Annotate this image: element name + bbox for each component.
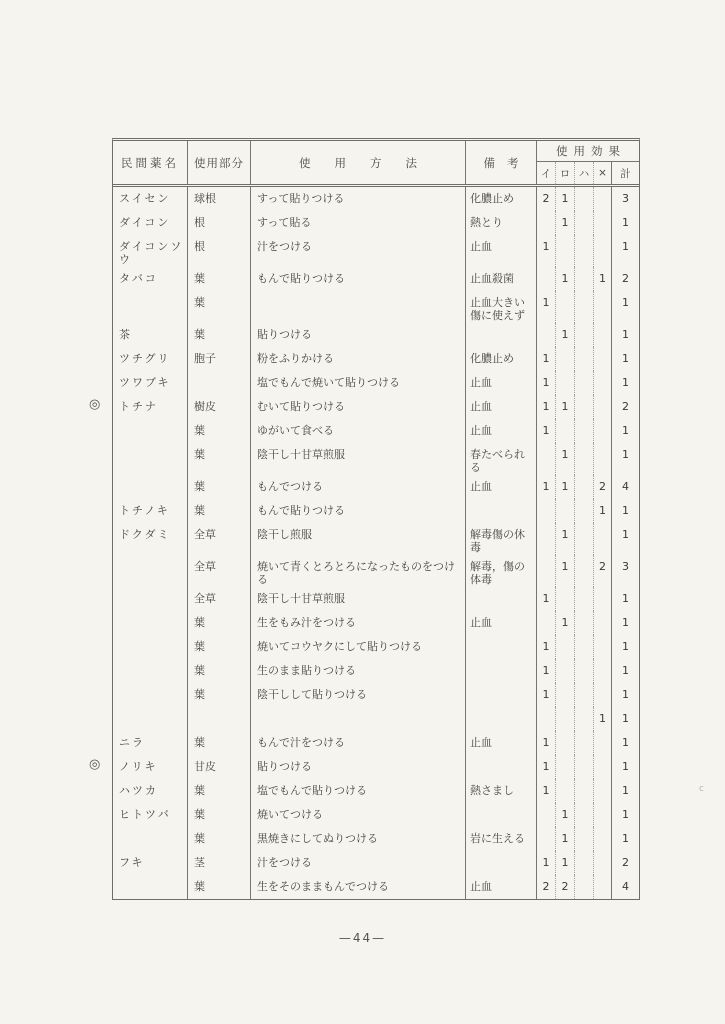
cell-effect-イ: 1 (537, 683, 556, 707)
cell-remark: 止血 (466, 419, 537, 443)
scan-artifact: c (699, 784, 704, 794)
cell-name (113, 611, 188, 635)
cell-effect-イ: 1 (537, 635, 556, 659)
cell-remark (466, 803, 537, 827)
cell-name: ツチグリ (113, 347, 188, 371)
cell-remark (466, 755, 537, 779)
cell-name: ノリキ ◎ (113, 755, 188, 779)
cell-effect-× (594, 611, 612, 635)
cell-effect-イ: 1 (537, 659, 556, 683)
cell-effect-× (594, 659, 612, 683)
cell-part: 甘皮 (188, 755, 251, 779)
cell-effect-ロ: 1 (556, 475, 575, 499)
cell-remark: 止血 (466, 475, 537, 499)
cell-effect-× (594, 731, 612, 755)
cell-effect-× (594, 443, 612, 475)
cell-effect-計: 1 (622, 640, 629, 653)
table-row (113, 587, 639, 611)
cell-effect-計: 1 (622, 328, 629, 341)
cell-name (113, 683, 188, 707)
cell-method: 焼いて青くとろとろになったものをつける (251, 555, 466, 587)
cell-remark: 春たべられる (466, 443, 537, 475)
cell-effect-イ: 1 (537, 235, 556, 267)
table-row (113, 683, 639, 707)
cell-remark (466, 683, 537, 707)
cell-method: 粉をふりかける (251, 347, 466, 371)
cell-effect-×: 1 (594, 707, 612, 731)
cell-effect-ロ (556, 347, 575, 371)
cell-effect-イ: 1 (537, 475, 556, 499)
cell-remark (466, 707, 537, 731)
header-effect-ha: ハ (575, 162, 594, 184)
table-row (113, 235, 639, 267)
cell-remark (466, 587, 537, 611)
cell-effect-イ: 1 (537, 587, 556, 611)
cell-effect-計: 1 (622, 424, 629, 437)
cell-part: 根 (188, 235, 251, 267)
cell-part: 根 (188, 211, 251, 235)
cell-effect-ロ: 1 (556, 827, 575, 851)
cell-method: 黒焼きにしてぬりつける (251, 827, 466, 851)
cell-remark (466, 851, 537, 875)
cell-effect-計: 1 (622, 832, 629, 845)
cell-effect-ハ (575, 475, 594, 499)
cell-name (113, 707, 188, 731)
cell-name: フキ (113, 851, 188, 875)
table-row (113, 211, 639, 235)
cell-effect-ロ (556, 707, 575, 731)
cell-effect-ロ (556, 371, 575, 395)
cell-effect-ハ (575, 779, 594, 803)
cell-method: むいて貼りつける (251, 395, 466, 419)
cell-part: 葉 (188, 323, 251, 347)
cell-effect-ハ (575, 611, 594, 635)
cell-effect-ハ (575, 443, 594, 475)
cell-effect-イ (537, 803, 556, 827)
cell-effect-ロ (556, 291, 575, 323)
cell-effect-× (594, 755, 612, 779)
cell-effect-計: 2 (622, 400, 629, 413)
cell-name: スイセン (113, 187, 188, 211)
table-row (89, 755, 639, 779)
cell-method: 貼りつける (251, 755, 466, 779)
cell-effect-イ: 1 (537, 371, 556, 395)
cell-effect-× (594, 323, 612, 347)
cell-remark (466, 323, 537, 347)
cell-part: 葉 (188, 635, 251, 659)
cell-method: 汁をつける (251, 851, 466, 875)
cell-method: 生をもみ汁をつける (251, 611, 466, 635)
cell-effect-× (594, 683, 612, 707)
cell-effect-× (594, 803, 612, 827)
cell-name (113, 475, 188, 499)
cell-effect-ロ (556, 499, 575, 523)
cell-effect-× (594, 235, 612, 267)
cell-effect-ハ (575, 683, 594, 707)
cell-effect-ハ (575, 523, 594, 555)
cell-part: 全草 (188, 587, 251, 611)
cell-effect-イ: 1 (537, 851, 556, 875)
cell-effect-計: 1 (622, 664, 629, 677)
header-remark: 備考 (466, 141, 537, 184)
cell-effect-ロ: 1 (556, 523, 575, 555)
cell-effect-ロ: 1 (556, 211, 575, 235)
cell-effect-ロ: 1 (556, 267, 575, 291)
cell-part: 葉 (188, 419, 251, 443)
cell-effect-ロ (556, 659, 575, 683)
cell-part: 胞子 (188, 347, 251, 371)
cell-effect-イ: 1 (537, 731, 556, 755)
cell-effect-× (594, 291, 612, 323)
cell-part: 葉 (188, 683, 251, 707)
cell-remark: 止血 (466, 731, 537, 755)
cell-effect-計: 1 (622, 688, 629, 701)
cell-method: 陰干しして貼りつける (251, 683, 466, 707)
cell-effect-計: 4 (622, 880, 629, 893)
cell-effect-ロ: 1 (556, 443, 575, 475)
cell-method: 焼いてつける (251, 803, 466, 827)
cell-effect-ロ: 1 (556, 611, 575, 635)
cell-effect-イ: 2 (537, 875, 556, 899)
table-row (113, 659, 639, 683)
cell-effect-ロ (556, 235, 575, 267)
cell-remark: 止血 (466, 875, 537, 899)
cell-remark: 熱とり (466, 211, 537, 235)
cell-effect-ロ (556, 635, 575, 659)
cell-method: すって貼る (251, 211, 466, 235)
cell-effect-ハ (575, 827, 594, 851)
table-row (113, 851, 639, 875)
cell-effect-イ: 1 (537, 291, 556, 323)
folk-medicine-table (89, 138, 640, 900)
cell-remark: 止血 (466, 611, 537, 635)
cell-effect-計: 1 (622, 376, 629, 389)
cell-name: ダイコンソウ (113, 235, 188, 267)
cell-method: 汁をつける (251, 235, 466, 267)
table-row (113, 187, 639, 211)
cell-part: 葉 (188, 875, 251, 899)
cell-effect-ハ (575, 635, 594, 659)
cell-name (113, 659, 188, 683)
cell-effect-イ: 1 (537, 419, 556, 443)
cell-effect-計: 2 (622, 856, 629, 869)
header-effect-group (537, 141, 639, 184)
cell-effect-計: 4 (622, 480, 629, 493)
cell-part (188, 707, 251, 731)
cell-effect-ロ (556, 587, 575, 611)
cell-method: もんで汁をつける (251, 731, 466, 755)
cell-effect-× (594, 851, 612, 875)
cell-method: 塩でもんで焼いて貼りつける (251, 371, 466, 395)
cell-effect-計: 1 (622, 448, 629, 461)
cell-effect-計: 1 (622, 736, 629, 749)
cell-method: 生のまま貼りつける (251, 659, 466, 683)
table-row (113, 731, 639, 755)
header-effect-total: 計 (620, 167, 631, 180)
cell-effect-ハ (575, 707, 594, 731)
table-row (113, 419, 639, 443)
cell-effect-×: 2 (594, 475, 612, 499)
cell-effect-計: 1 (622, 352, 629, 365)
cell-effect-×: 2 (594, 555, 612, 587)
cell-effect-イ (537, 211, 556, 235)
cell-effect-ロ: 1 (556, 803, 575, 827)
header-part: 使用部分 (188, 141, 251, 184)
cell-name: トチナ ◎ (113, 395, 188, 419)
cell-method: 生をそのままもんでつける (251, 875, 466, 899)
cell-part: 葉 (188, 291, 251, 323)
cell-method: もんで貼りつける (251, 267, 466, 291)
cell-effect-イ: 1 (537, 347, 556, 371)
cell-name (113, 291, 188, 323)
cell-effect-ハ (575, 419, 594, 443)
cell-name (113, 827, 188, 851)
table-row (113, 523, 639, 555)
cell-effect-イ (537, 523, 556, 555)
cell-effect-ハ (575, 323, 594, 347)
cell-name (113, 443, 188, 475)
header-effect-ro: ロ (556, 162, 575, 184)
cell-effect-ハ (575, 755, 594, 779)
cell-effect-ハ (575, 371, 594, 395)
cell-name (113, 555, 188, 587)
cell-effect-× (594, 523, 612, 555)
cell-part: 葉 (188, 731, 251, 755)
cell-method: ゆがいて食べる (251, 419, 466, 443)
cell-method: すって貼りつける (251, 187, 466, 211)
cell-effect-ロ: 1 (556, 851, 575, 875)
cell-method: 陰干し煎服 (251, 523, 466, 555)
cell-effect-ハ (575, 499, 594, 523)
cell-effect-ロ (556, 419, 575, 443)
cell-effect-× (594, 419, 612, 443)
table-row (113, 707, 639, 731)
cell-effect-ハ (575, 267, 594, 291)
cell-remark: 化膿止め (466, 187, 537, 211)
cell-effect-ハ (575, 211, 594, 235)
cell-effect-ロ (556, 731, 575, 755)
cell-effect-計: 1 (622, 296, 629, 309)
header-method: 使用方法 (251, 141, 466, 184)
cell-effect-計: 3 (622, 560, 629, 573)
cell-name (113, 635, 188, 659)
cell-effect-イ (537, 499, 556, 523)
cell-effect-イ (537, 555, 556, 587)
cell-effect-ハ (575, 187, 594, 211)
cell-effect-計: 1 (622, 784, 629, 797)
cell-part: 葉 (188, 659, 251, 683)
cell-part: 葉 (188, 475, 251, 499)
cell-remark (466, 635, 537, 659)
table-row (113, 635, 639, 659)
cell-method: 陰干し十甘草煎服 (251, 587, 466, 611)
cell-part: 樹皮 (188, 395, 251, 419)
cell-effect-計: 2 (622, 272, 629, 285)
cell-effect-ロ (556, 683, 575, 707)
cell-remark: 岩に生える (466, 827, 537, 851)
cell-effect-×: 1 (594, 499, 612, 523)
cell-name (113, 587, 188, 611)
cell-effect-計: 1 (622, 216, 629, 229)
table-row (113, 875, 639, 899)
cell-name: 茶 (113, 323, 188, 347)
table-row (113, 323, 639, 347)
cell-effect-ハ (575, 291, 594, 323)
cell-part: 葉 (188, 779, 251, 803)
cell-name: ヒトツバ (113, 803, 188, 827)
cell-method: もんで貼りつける (251, 499, 466, 523)
header-effect-x: × (594, 162, 612, 184)
cell-effect-ハ (575, 803, 594, 827)
cell-remark: 止血殺菌 (466, 267, 537, 291)
cell-effect-ロ: 1 (556, 187, 575, 211)
header-effect-i: イ (537, 162, 556, 184)
cell-effect-計: 1 (622, 504, 629, 517)
cell-part: 葉 (188, 803, 251, 827)
cell-effect-ハ (575, 851, 594, 875)
cell-effect-計: 1 (622, 712, 629, 725)
header-name: 民間薬名 (113, 141, 188, 184)
cell-effect-計: 1 (622, 616, 629, 629)
cell-effect-ハ (575, 235, 594, 267)
cell-effect-ハ (575, 347, 594, 371)
cell-effect-× (594, 635, 612, 659)
table-row (113, 555, 639, 587)
table-row (113, 611, 639, 635)
cell-effect-× (594, 187, 612, 211)
cell-method: 焼いてコウヤクにして貼りつける (251, 635, 466, 659)
table-row (113, 475, 639, 499)
table-row (113, 371, 639, 395)
cell-remark: 解毒，傷の体毒 (466, 555, 537, 587)
cell-part: 葉 (188, 267, 251, 291)
cell-remark: 化膿止め (466, 347, 537, 371)
double-circle-mark: ◎ (89, 397, 101, 412)
cell-effect-ハ (575, 555, 594, 587)
cell-part: 茎 (188, 851, 251, 875)
cell-name (113, 875, 188, 899)
cell-part: 葉 (188, 443, 251, 475)
cell-effect-ハ (575, 875, 594, 899)
cell-effect-× (594, 395, 612, 419)
cell-remark: 解毒傷の休毒 (466, 523, 537, 555)
cell-effect-イ (537, 707, 556, 731)
cell-effect-× (594, 779, 612, 803)
cell-effect-イ (537, 827, 556, 851)
cell-effect-× (594, 211, 612, 235)
table-row (113, 267, 639, 291)
table-body (89, 187, 639, 899)
cell-remark: 熱さまし (466, 779, 537, 803)
cell-name: ツワブキ (113, 371, 188, 395)
cell-method (251, 707, 466, 731)
cell-effect-ハ (575, 659, 594, 683)
cell-part: 葉 (188, 611, 251, 635)
cell-remark: 止血 (466, 395, 537, 419)
header-effect-subcolumns (537, 162, 639, 184)
cell-name: タバコ (113, 267, 188, 291)
table-row (113, 291, 639, 323)
cell-effect-ハ (575, 587, 594, 611)
cell-effect-× (594, 587, 612, 611)
cell-effect-ロ: 1 (556, 395, 575, 419)
cell-effect-イ: 1 (537, 395, 556, 419)
cell-effect-ロ: 2 (556, 875, 575, 899)
cell-effect-イ (537, 611, 556, 635)
cell-name: ダイコン (113, 211, 188, 235)
cell-name: ドクダミ (113, 523, 188, 555)
cell-effect-イ: 1 (537, 755, 556, 779)
cell-part: 全草 (188, 523, 251, 555)
cell-method: もんでつける (251, 475, 466, 499)
cell-effect-イ (537, 443, 556, 475)
cell-effect-× (594, 347, 612, 371)
cell-method: 塩でもんで貼りつける (251, 779, 466, 803)
cell-effect-× (594, 875, 612, 899)
cell-effect-ロ (556, 779, 575, 803)
cell-name (113, 419, 188, 443)
cell-part: 葉 (188, 827, 251, 851)
header-effect-title: 使用効果 (537, 141, 639, 162)
cell-effect-ロ (556, 755, 575, 779)
cell-part: 全草 (188, 555, 251, 587)
cell-effect-計: 1 (622, 240, 629, 253)
cell-name: ハツカ (113, 779, 188, 803)
cell-effect-計: 1 (622, 808, 629, 821)
cell-method: 貼りつける (251, 323, 466, 347)
cell-remark (466, 659, 537, 683)
cell-remark (466, 499, 537, 523)
cell-effect-イ (537, 323, 556, 347)
table-row (113, 827, 639, 851)
cell-effect-ロ: 1 (556, 555, 575, 587)
cell-part (188, 371, 251, 395)
cell-effect-計: 3 (622, 192, 629, 205)
cell-effect-計: 1 (622, 528, 629, 541)
table-row (89, 395, 639, 419)
cell-method (251, 291, 466, 323)
table-row (113, 347, 639, 371)
table-row (113, 443, 639, 475)
cell-effect-イ (537, 267, 556, 291)
cell-effect-イ: 2 (537, 187, 556, 211)
cell-effect-計: 1 (622, 592, 629, 605)
cell-part: 球根 (188, 187, 251, 211)
cell-part: 葉 (188, 499, 251, 523)
cell-method: 陰干し十甘草煎服 (251, 443, 466, 475)
page-number: —44— (338, 931, 387, 945)
table-header (113, 141, 639, 187)
cell-remark: 止血 (466, 371, 537, 395)
cell-effect-×: 1 (594, 267, 612, 291)
cell-effect-ハ (575, 731, 594, 755)
cell-remark: 止血大きい傷に使えず (466, 291, 537, 323)
table-row (113, 803, 639, 827)
table-row (113, 499, 639, 523)
cell-effect-ロ: 1 (556, 323, 575, 347)
cell-effect-計: 1 (622, 760, 629, 773)
cell-effect-× (594, 827, 612, 851)
cell-effect-× (594, 371, 612, 395)
cell-effect-ハ (575, 395, 594, 419)
table-row (113, 779, 639, 803)
cell-name: トチノキ (113, 499, 188, 523)
cell-name: ニラ (113, 731, 188, 755)
cell-remark: 止血 (466, 235, 537, 267)
cell-effect-イ: 1 (537, 779, 556, 803)
double-circle-mark: ◎ (89, 757, 101, 772)
